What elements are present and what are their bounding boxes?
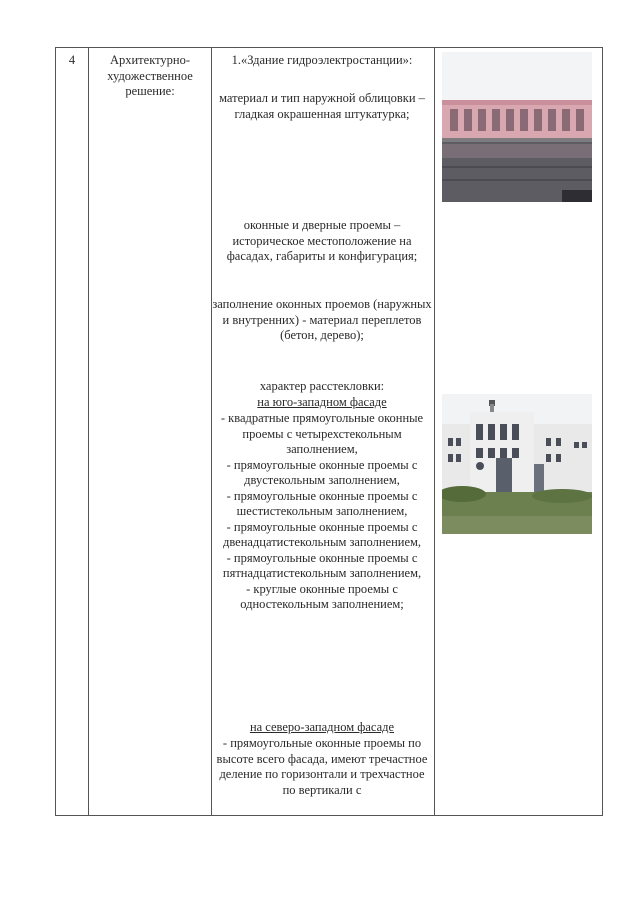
column-divider-1: [88, 48, 89, 815]
paragraph-openings: оконные и дверные проемы – историческое местоположение на фасадах, габариты и конфигурация;: [226, 218, 418, 263]
photo-hydro-building-facade: [442, 394, 592, 534]
heading-text: 1.«Здание гидроэлектростанции»:: [231, 53, 413, 67]
sw-facade-item: - квадратные прямоугольные оконные проемы с четырехстекольным заполнением,: [220, 411, 424, 456]
row-number: 4: [68, 53, 76, 67]
sw-facade-item: - круглые оконные проемы с одностекольным заполнением;: [240, 581, 404, 611]
paragraph-glazing: характер расстекловки:: [259, 379, 385, 393]
sw-facade-item: - прямоугольные оконные проемы с шестистекольным заполнением,: [226, 488, 418, 518]
sw-facade-title: на юго-западном фасаде: [257, 395, 387, 409]
sw-facade-item: - прямоугольные оконные проемы с пятнадцатистекольным заполнением,: [222, 550, 422, 580]
column-divider-3: [434, 48, 435, 815]
section-title: Архитектурно-художественное решение:: [107, 53, 193, 98]
document-table: [55, 47, 603, 816]
photo-hydro-building-waterfront: [442, 52, 592, 202]
paragraph-fill: заполнение оконных проемов (наружных и внутренних) - материал переплетов (бетон, дерево);: [212, 297, 432, 342]
sw-facade-list: [212, 411, 432, 613]
sw-facade-item: - прямоугольные оконные проемы с двенадцатистекольным заполнением,: [222, 519, 422, 549]
nw-facade-title: на северо-западном фасаде: [249, 720, 395, 734]
nw-facade-text: - прямоугольные оконные проемы по высоте всего фасада, имеют тречастное деление по горизонтали и трехчастное по вертикали с: [216, 736, 428, 797]
paragraph-cladding: материал и тип наружной облицовки – гладкая окрашенная штукатурка;: [219, 91, 425, 121]
sw-facade-item: - прямоугольные оконные проемы с двустекольным заполнением,: [226, 457, 418, 487]
